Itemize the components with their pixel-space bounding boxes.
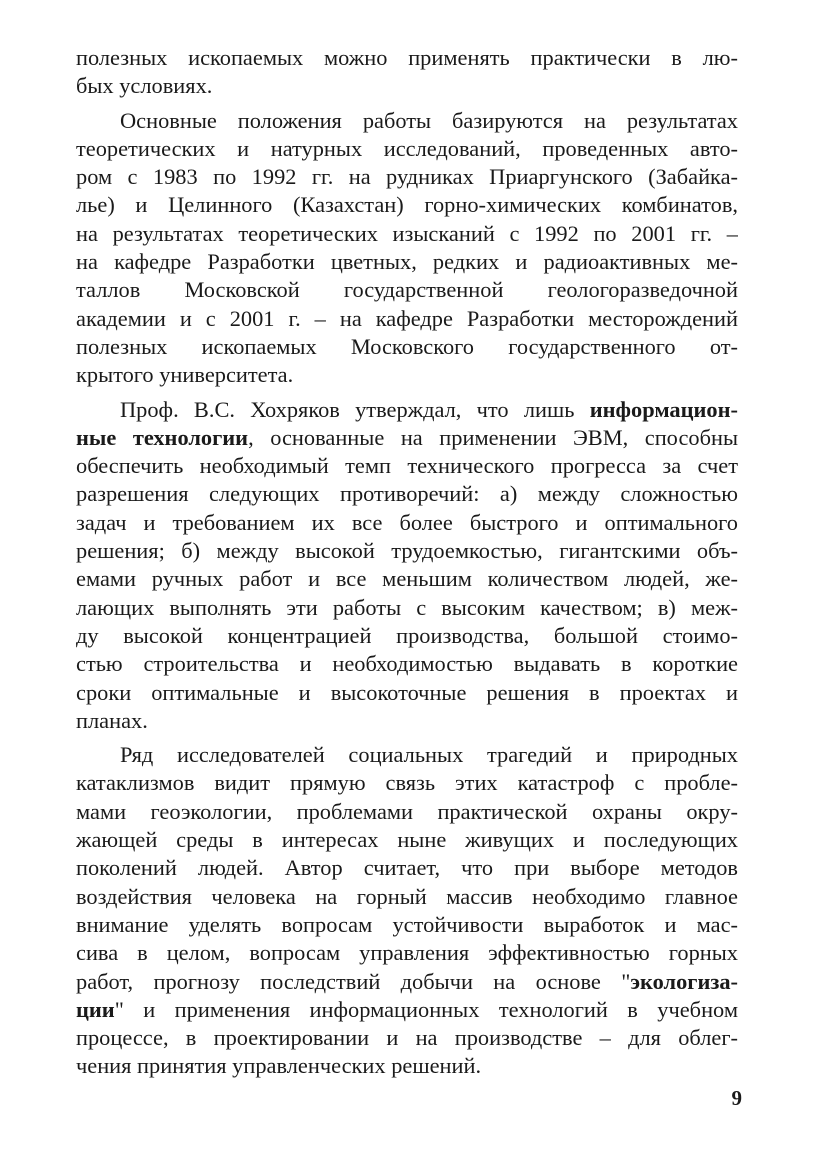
text-run: Проф. В.С. Хохряков утверждал, что лишь	[120, 396, 590, 422]
bold-term: ции	[76, 996, 115, 1022]
text-run: работ, прогнозу последствий добычи на основе "	[76, 968, 631, 994]
paragraph-3	[76, 396, 738, 736]
text-line: внимание уделять вопросам устойчивости выработок и мас-	[76, 911, 738, 937]
text-line: на кафедре Разработки цветных, редких и радиоактивных ме-	[76, 249, 738, 275]
text-line: на результатах теоретических изысканий с 1992 по 2001 гг. –	[76, 220, 738, 246]
text-line: обеспечить необходимый темп технического прогресса за счет	[76, 453, 738, 479]
text-line: решения; б) между высокой трудоемкостью, гигантскими объ-	[76, 538, 738, 564]
paragraph-4	[76, 741, 738, 1081]
bold-term: экологиза-	[630, 968, 738, 994]
text-line: таллов Московской государственной геологоразведочной	[76, 277, 738, 303]
text-run: , основанные на применении ЭВМ, способны	[248, 424, 738, 450]
text-line	[76, 396, 738, 424]
text-line: стью строительства и необходимостью выдавать в короткие	[76, 651, 738, 677]
text-line: сива в целом, вопросам управления эффективностью горных	[76, 940, 738, 966]
text-line: емами ручных работ и все меньшим количеством людей, же-	[76, 566, 738, 592]
text-line: лье) и Целинного (Казахстан) горно-химических комбинатов,	[76, 192, 738, 218]
text-line: академии и с 2001 г. – на кафедре Разработки месторождений	[76, 305, 738, 331]
text-line: Основные положения работы базируются на результатах	[120, 107, 738, 133]
text-line	[76, 424, 738, 452]
bold-term: ные технологии	[76, 424, 249, 450]
text-run: " и применения информационных технологий в учебном	[114, 996, 738, 1022]
text-line: ду высокой концентрацией производства, большой стоимо-	[76, 622, 738, 648]
body-text	[76, 44, 738, 1081]
text-line: теоретических и натурных исследований, проведенных авто-	[76, 135, 738, 161]
text-line: крытого университета.	[76, 362, 294, 388]
text-line: чения принятия управленческих решений.	[76, 1053, 482, 1079]
text-line	[76, 996, 738, 1024]
text-line: поколений людей. Автор считает, что при выборе методов	[76, 855, 738, 881]
text-line: задач и требованием их все более быстрого и оптимального	[76, 509, 738, 535]
text-line: воздействия человека на горный массив необходимо главное	[76, 883, 738, 909]
text-line	[76, 968, 738, 996]
text-line: процессе, в проектировании и на производстве – для облег-	[76, 1025, 738, 1051]
text-line: жающей среды в интересах ныне живущих и последующих	[76, 827, 738, 853]
text-line: сроки оптимальные и высокоточные решения в проектах и	[76, 679, 738, 705]
text-line: лающих выполнять эти работы с высоким качеством; в) меж-	[76, 594, 738, 620]
paragraph-1	[76, 44, 738, 101]
paragraph-2	[76, 107, 738, 390]
bold-term: информацион-	[589, 396, 738, 422]
text-line: мами геоэкологии, проблемами практической охраны окру-	[76, 798, 738, 824]
page-number: 9	[731, 1086, 742, 1110]
text-line: катаклизмов видит прямую связь этих катастроф с пробле-	[76, 770, 738, 796]
text-line: полезных ископаемых Московского государственного от-	[76, 333, 738, 359]
text-line: полезных ископаемых можно применять практически в лю-	[76, 45, 738, 70]
text-line: разрешения следующих противоречий: а) между сложностью	[76, 481, 738, 507]
text-line: планах.	[76, 707, 148, 733]
text-line: бых условиях.	[76, 73, 213, 99]
text-line: Ряд исследователей социальных трагедий и природных	[120, 742, 738, 768]
text-line: ром с 1983 по 1992 гг. на рудниках Приаргунского (Забайка-	[76, 164, 738, 190]
